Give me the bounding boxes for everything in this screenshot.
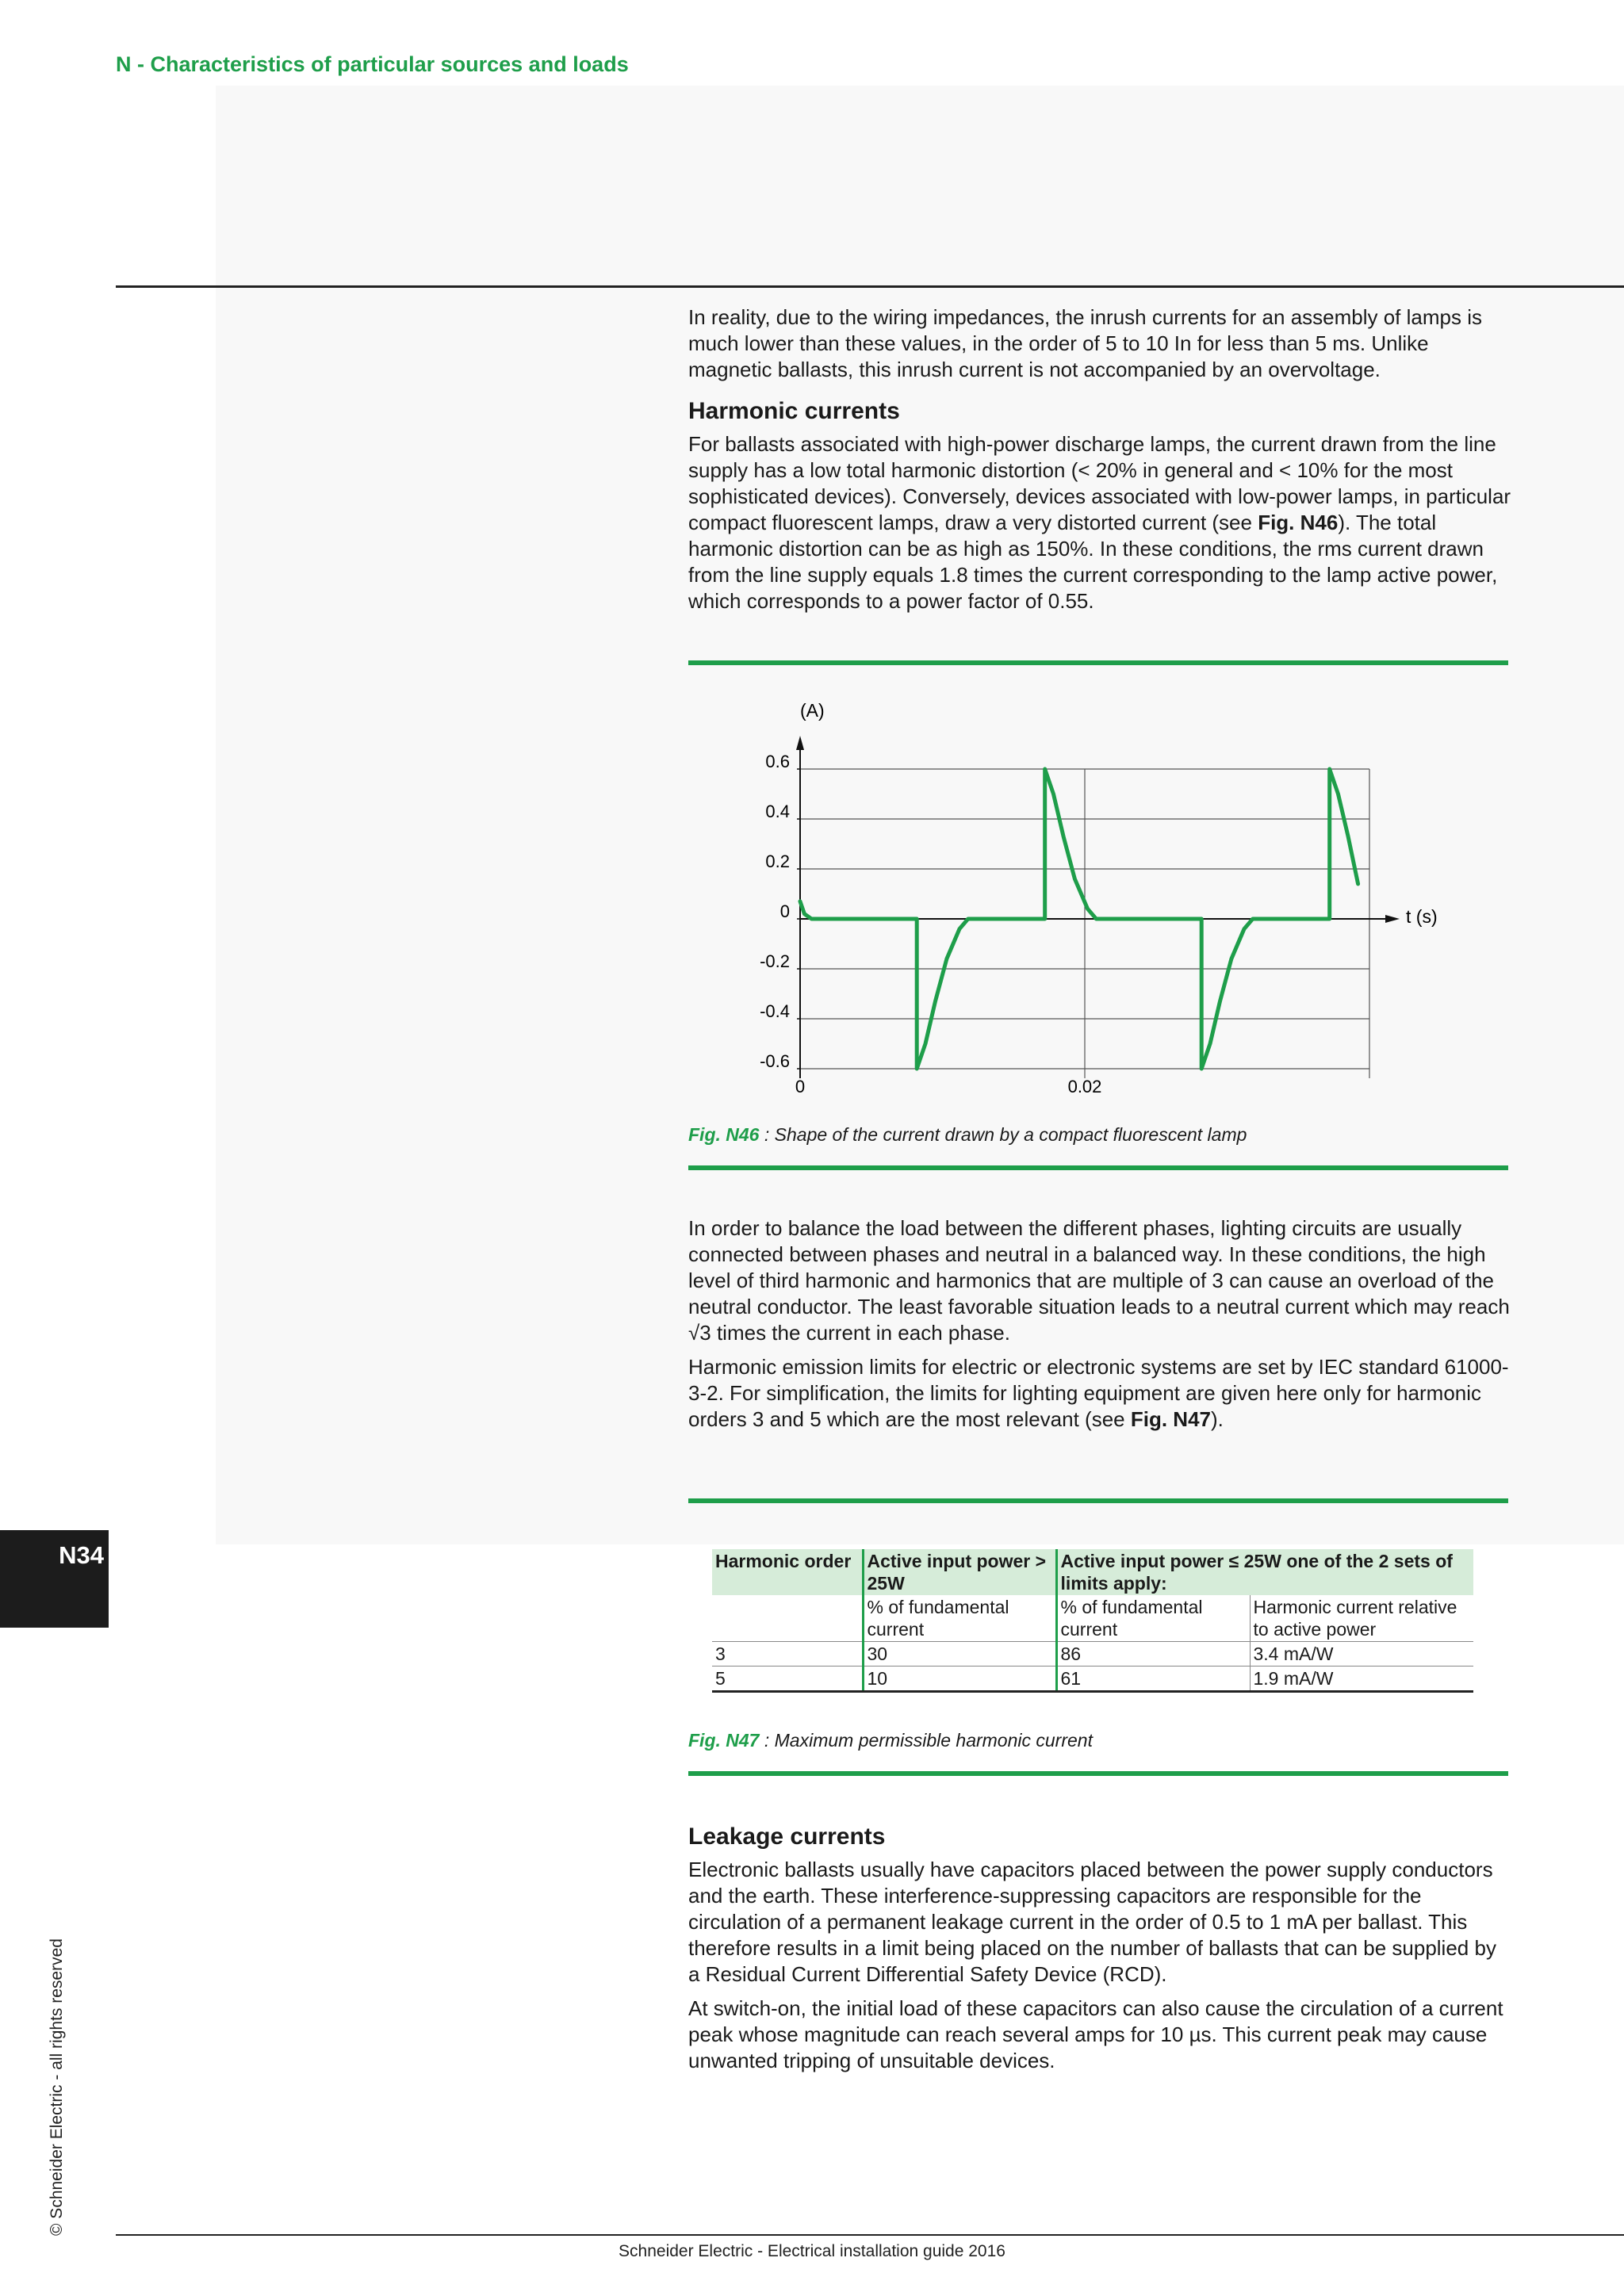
fig47-label: Fig. N47 <box>688 1730 760 1751</box>
fig47-text: : Maximum permissible harmonic current <box>759 1730 1093 1751</box>
header-active-power-low: Active input power ≤ 25W one of the 2 sets of limits apply: <box>1056 1549 1473 1595</box>
footer <box>0 2242 1624 2261</box>
table-subheader-row <box>712 1595 1473 1642</box>
fig46-label: Fig. N46 <box>688 1124 760 1145</box>
balance-text-b: times the current in each phase. <box>710 1321 1010 1345</box>
y-tick-label: 0.4 <box>765 802 790 821</box>
balance-text-d: ). <box>1211 1407 1224 1431</box>
y-tick-label: -0.4 <box>760 1001 790 1021</box>
leakage-paragraph-1: Electronic ballasts usually have capacitors placed between the power supply conductors and the earth. These interference-suppressing capacitors are responsible for the circulation of a permanent leakage current in the order of 0.5 to 1 mA per ballast. This therefore results in a limit being placed on the number of ballasts that can be supplied by a Residual Current Differential Safety Device (RCD). <box>688 1858 1496 1986</box>
harmonic-text-b: ). The total harmonic distortion can be as high as 150%. In these conditions, the rms current drawn from the line supply equals 1.8 times the current corresponding to the lamp active power, which corresponds to a power factor of 0.55. <box>688 511 1498 613</box>
cell-order: 5 <box>712 1667 863 1692</box>
y-tick-label: 0.2 <box>765 851 790 871</box>
cell-low-rel: 1.9 mA/W <box>1250 1667 1473 1692</box>
balance-text-a: In order to balance the load between the different phases, lighting circuits are usually connected between phases and neutral in a balanced way. In these conditions, the high level of third harmonic and harmonics that are multiple of 3 can cause an overload of the neutral conductor. The least favorable situation leads to a neutral current which may reach <box>688 1216 1510 1318</box>
chart-grid <box>800 769 1369 1078</box>
x-tick-label: 0 <box>795 1077 806 1096</box>
leakage-section <box>688 1822 1513 2074</box>
leakage-heading: Leakage currents <box>688 1823 886 1850</box>
y-tick-label: -0.2 <box>760 951 790 971</box>
table-row <box>712 1667 1473 1692</box>
chart-ticks <box>760 752 1101 1096</box>
fig-n47-ref: Fig. N47 <box>1130 1407 1211 1431</box>
fig46-caption <box>688 1124 1247 1146</box>
x-tick-label: 0.02 <box>1067 1077 1102 1096</box>
subheader-low-pct: % of fundamental current <box>1056 1595 1250 1642</box>
table-header-row <box>712 1549 1473 1595</box>
cell-low-rel: 3.4 mA/W <box>1250 1642 1473 1667</box>
subheader-high-pct: % of fundamental current <box>863 1595 1056 1642</box>
cell-high: 30 <box>863 1642 1056 1667</box>
header-harmonic-order: Harmonic order <box>712 1549 863 1595</box>
cell-low-pct: 86 <box>1056 1642 1250 1667</box>
cell-low-pct: 61 <box>1056 1667 1250 1692</box>
fig46-top-bar <box>688 660 1508 665</box>
balance-text-c: Harmonic emission limits for electric or electronic systems are set by IEC standard 61000-3-2. For simplification, the limits for lighting equipment are given here only for harmonic orders 3 and 5 which are the most relevant (see <box>688 1355 1509 1431</box>
sqrt3-symbol: √3 <box>688 1321 711 1345</box>
copyright-notice: © Schneider Electric - all rights reserved <box>48 1938 66 2236</box>
cell-order: 3 <box>712 1642 863 1667</box>
fig-n46-ref: Fig. N46 <box>1258 511 1339 534</box>
footer-rule <box>116 2234 1624 2236</box>
fig47-caption <box>688 1730 1093 1751</box>
fig47-bottom-bar <box>688 1771 1508 1776</box>
harmonic-heading: Harmonic currents <box>688 398 900 424</box>
intro-paragraph: In reality, due to the wiring impedances, the inrush currents for an assembly of lamps is much lower than these values, in the order of 5 to 10 In for less than 5 ms. Unlike magnetic ballasts, this inrush current is not accompanied by an overvoltage. <box>688 305 1482 381</box>
harmonic-text-a: For ballasts associated with high-power discharge lamps, the current drawn from the line supply has a low total harmonic distortion (< 20% in general and < 10% for the most sophisticated devices). Conversely, devices associated with low-power lamps, in particular compact fluorescent lamps, draw a very distorted current (see <box>688 432 1511 534</box>
y-axis-arrow <box>796 736 804 750</box>
header-rule <box>116 285 1624 288</box>
subheader-low-rel: Harmonic current relative to active power <box>1250 1595 1473 1642</box>
balance-section <box>688 1215 1513 1433</box>
harmonic-paragraph <box>688 431 1513 614</box>
table-row <box>712 1642 1473 1667</box>
balance-paragraph-2 <box>688 1354 1513 1433</box>
y-tick-label: 0.6 <box>765 752 790 771</box>
fig46-text: : Shape of the current drawn by a compact fluorescent lamp <box>759 1124 1247 1145</box>
leakage-paragraph-2: At switch-on, the initial load of these capacitors can also cause the circulation of a current peak whose magnitude can reach several amps for 10 µs. This current peak may cause unwanted tripping of unsuitable devices. <box>688 1996 1503 2072</box>
fig46-bottom-bar <box>688 1165 1508 1170</box>
harmonic-limits-table <box>712 1549 1473 1693</box>
intro-block <box>688 304 1513 383</box>
y-tick-label: 0 <box>779 901 790 921</box>
harmonic-section <box>688 396 1513 614</box>
y-axis-label: (A) <box>800 700 825 721</box>
footer-text: Schneider Electric - Electrical installation guide 2016 <box>619 2242 1005 2260</box>
section-header: N - Characteristics of particular sources and loads <box>116 52 629 76</box>
fig47-top-bar <box>688 1498 1508 1503</box>
x-axis-arrow <box>1385 915 1400 923</box>
current-waveform-chart <box>737 698 1451 1110</box>
x-axis-label: t (s) <box>1406 906 1438 927</box>
y-tick-label: -0.6 <box>760 1051 790 1071</box>
header-active-power-high: Active input power > 25W <box>863 1549 1056 1595</box>
balance-paragraph-1 <box>688 1215 1513 1346</box>
cell-high: 10 <box>863 1667 1056 1692</box>
page-number-tab: N34 <box>0 1530 109 1628</box>
subheader-empty <box>712 1595 863 1642</box>
chart-axes <box>796 736 1400 1078</box>
